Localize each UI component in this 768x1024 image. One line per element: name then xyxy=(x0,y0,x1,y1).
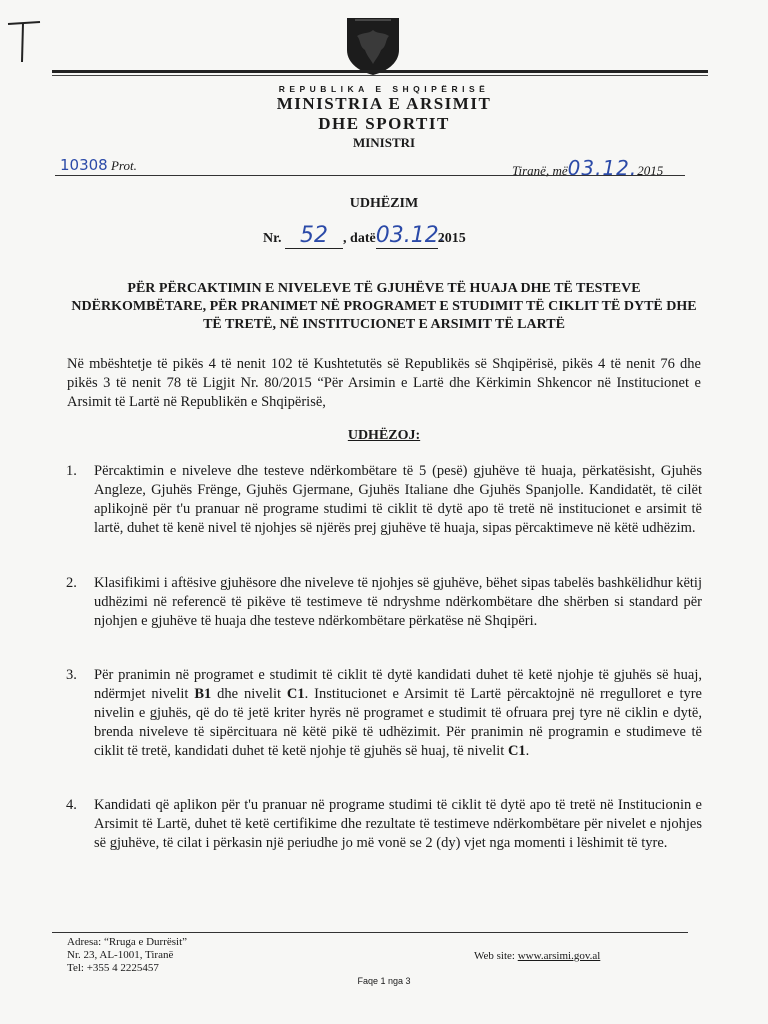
list-item xyxy=(66,574,702,631)
instruction-year: 2015 xyxy=(437,231,466,246)
udhezoj-heading: UDHËZOJ: xyxy=(347,428,421,443)
republic-title: REPUBLIKA E SHQIPËRISË xyxy=(278,84,490,94)
protocol-rule xyxy=(55,175,685,176)
list-item xyxy=(66,462,702,538)
albanian-emblem-icon xyxy=(341,16,405,76)
instruction-title: UDHËZIM xyxy=(349,196,419,211)
address-line-1: Adresa: “Rruga e Durrësit” xyxy=(67,936,188,948)
website-link[interactable]: www.arsimi.gov.al xyxy=(517,950,601,962)
list-item-number: 3. xyxy=(66,667,77,683)
list-item-number: 4. xyxy=(66,797,77,813)
footer-website xyxy=(474,950,600,962)
protocol-number xyxy=(60,156,137,174)
list-item-number: 1. xyxy=(66,463,77,479)
protocol-number-handwritten: 10308 xyxy=(60,156,108,174)
instruction-number-line xyxy=(263,223,466,249)
list-item xyxy=(66,796,702,853)
handwritten-mark-icon xyxy=(4,12,44,64)
list-item-text: Për pranimin në programet e studimit të ciklit të dytë kandidati duhet të ketë njohje të gjuhës së huaj, ndërmjet nivelit B1 dhe nivelit C1. Institucionet e Arsimit të Lartë përcaktojnë në rregulloret e tyre nivelin e gjuhës, që do të jetë kriter hyrës në programet e studimit të ofruara prej tyre në ciklin e dytë, brenda niveleve të sipërcituara në këtë pikë të udhëzimit. Për pranimin në programin e studimeve të ciklit të tretë, kandidati duhet të ketë njohje të gjuhës së huaj, të nivelit C1. xyxy=(94,667,702,759)
protocol-date-handwritten: 03.12. xyxy=(567,156,638,180)
website-label: Web site: xyxy=(474,950,518,962)
list-item-number: 2. xyxy=(66,575,77,591)
nr-label: Nr. xyxy=(263,231,282,246)
protocol-year: 2015 xyxy=(637,163,664,178)
footer-address xyxy=(67,936,187,975)
subject-heading: PËR PËRCAKTIMIN E NIVELEVE TË GJUHËVE TË HUAJA DHE TË TESTEVE NDËRKOMBËTARE, PËR PRANIMET NË PROGRAMET E STUDIMIT TË CIKLIT TË DYTË DHE TË TRETË, NË INSTITUCIONET E ARSIMIT TË LARTË xyxy=(71,281,697,332)
protocol-date xyxy=(512,156,663,180)
date-value: 03.12. xyxy=(375,223,446,248)
intro-paragraph: Në mbështetje të pikës 4 të nenit 102 të Kushtetutës së Republikës së Shqipërisë, pikës 4 të nenit 76 dhe pikës 3 të nenit 78 të Ligjit Nr. 80/2015 “Për Arsimin e Lartë dhe Kërkimin Shkencor në Institucionet e Arsimit të Lartë në Republikën e Shqipërisë, xyxy=(67,356,701,410)
ministry-subtitle: DHE SPORTIT xyxy=(318,114,450,133)
list-item-text: Klasifikimi i aftësive gjuhësore dhe niveleve të njohjes së gjuhëve, bëhet sipas tabelës bashkëlidhur këtij udhëzimi në referencë të pikëve të testimeve të ndryshme ndërkombëtare dhe shërben si standard për njohjen e gjuhëve të huaja dhe testeve ndërkombëtare përkatëse në Shqipëri. xyxy=(94,575,702,629)
nr-value-field xyxy=(285,223,343,249)
date-label: , datë xyxy=(343,231,376,246)
date-value-field xyxy=(375,223,446,249)
protocol-label: Prot. xyxy=(110,158,137,173)
page-number: Faqe 1 nga 3 xyxy=(357,976,411,986)
header-rule xyxy=(52,70,708,73)
ministry-title: MINISTRIA E ARSIMIT xyxy=(276,94,492,113)
nr-value: 52 xyxy=(300,223,329,248)
minister-label: MINISTRI xyxy=(352,135,416,150)
list-item-text: Kandidati që aplikon për t'u pranuar në programe studimi të ciklit të dytë apo të tretë në Institucionin e Arsimit të Lartë, duhet të ketë certifikime dhe rezultate të testimeve ndërkombëtare për nivelet e njohjes së gjuhëve, të cilat i përkasin një periudhe jo më vonë se 2 (dy) vjet nga momenti i lëshimit të tyre. xyxy=(94,797,702,851)
city-label: Tiranë, më xyxy=(512,163,568,178)
address-line-3: Tel: +355 4 2225457 xyxy=(67,962,159,974)
list-item xyxy=(66,666,702,761)
footer-rule xyxy=(52,932,688,933)
list-item-text: Përcaktimin e niveleve dhe testeve ndërkombëtare të 5 (pesë) gjuhëve të huaja, përkatësisht, Gjuhës Angleze, Gjuhës Frënge, Gjuhës Gjermane, Gjuhës Italiane dhe Gjuhës Spanjolle. Kandidatët, të cilët aplikojnë për t'u pranuar në programe studimi të ciklit të dytë apo të tretë në institucionet e arsimit të lartë, duhet të kenë nivel të njohjes së njërës prej gjuhëve të huaja, sipas përcaktimeve në këtë udhëzim. xyxy=(94,463,702,536)
address-line-2: Nr. 23, AL-1001, Tiranë xyxy=(67,949,174,961)
